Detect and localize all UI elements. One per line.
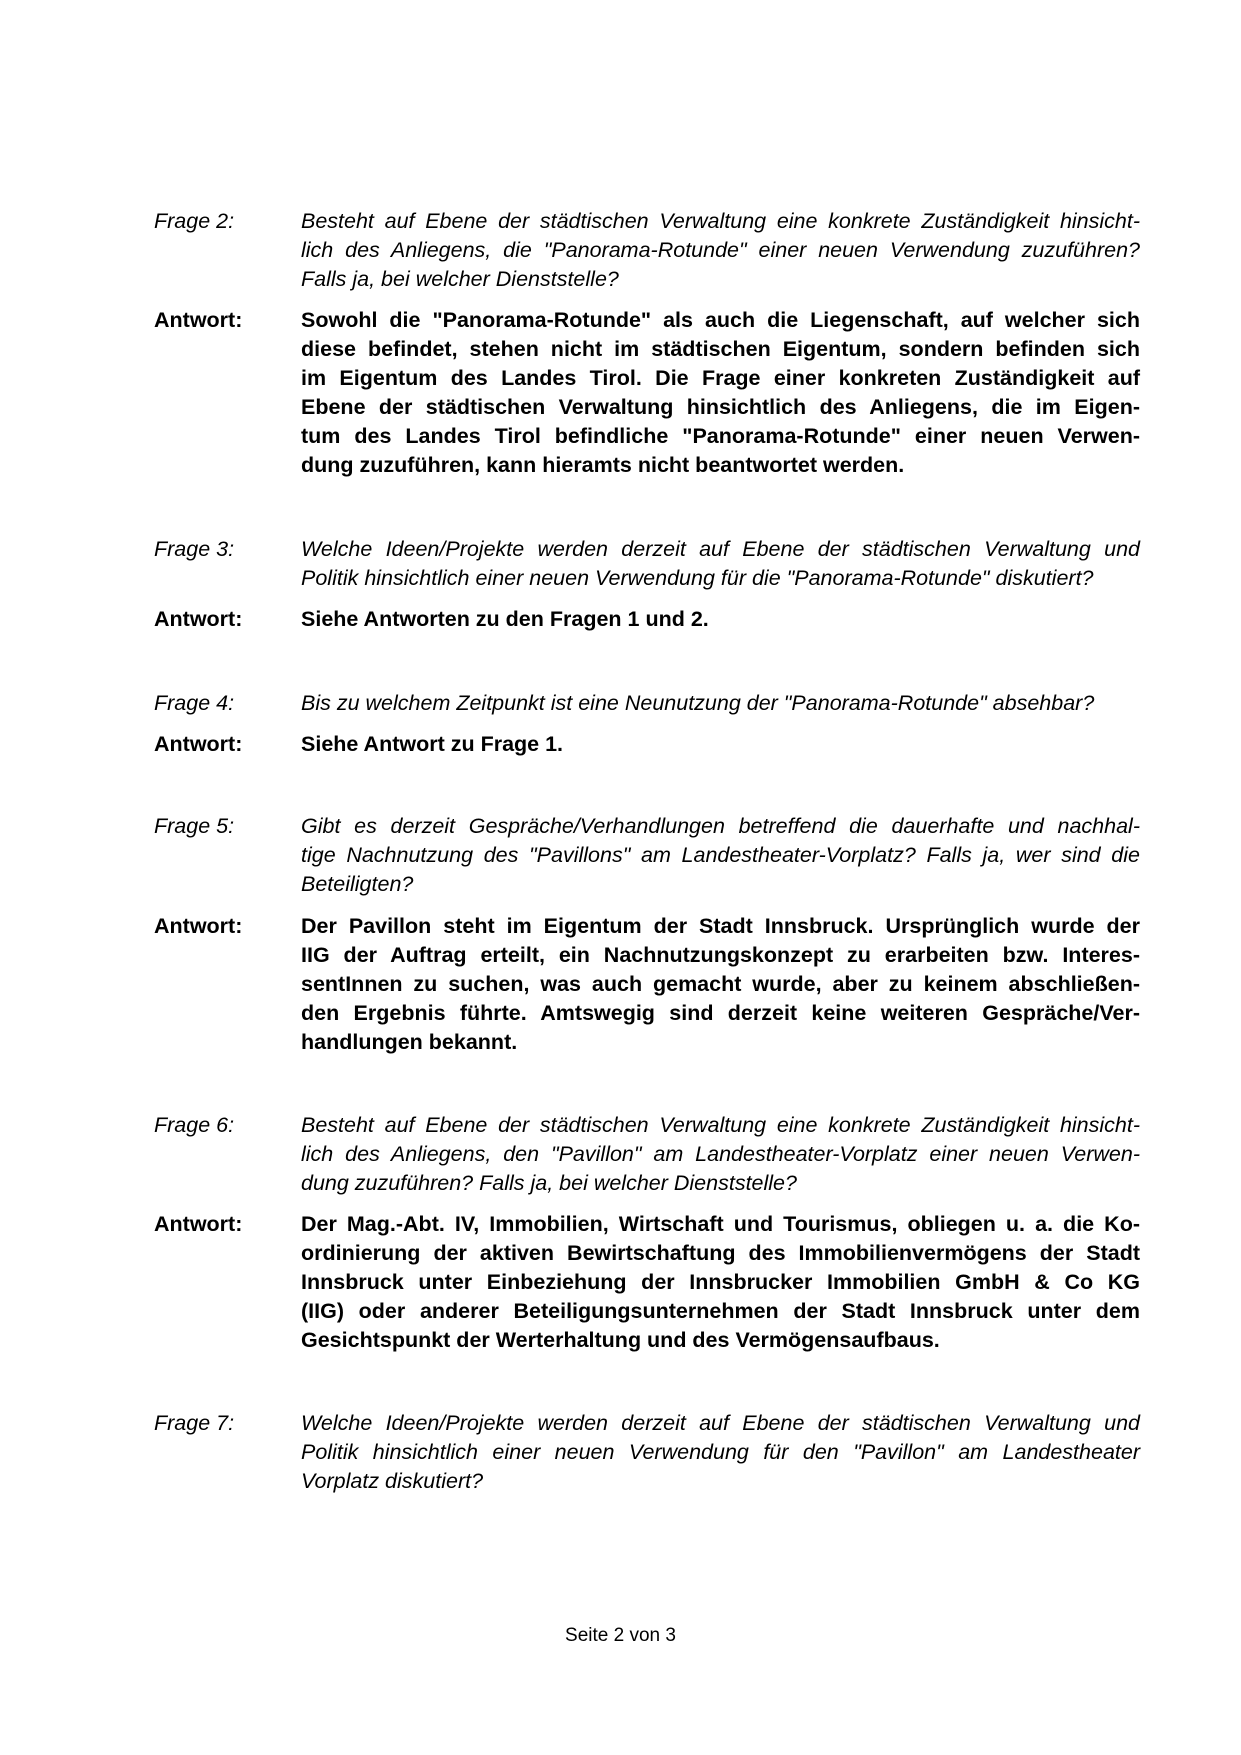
question-label: Frage 6:: [154, 1113, 235, 1137]
question-label: Frage 3:: [154, 537, 235, 561]
question-label: Frage 7:: [154, 1411, 235, 1435]
question-text: Welche Ideen/Projekte werden derzeit auf Ebene der städtischen Verwaltung und Politik hinsichtlich einer neuen Verwendung für den "Pavillon" am Landestheater Vorplatz diskutiert?: [301, 1411, 1140, 1493]
question-text: Gibt es derzeit Gespräche/Verhandlungen betreffend die dauerhafte und nachhal- tige Nachnutzung des "Pavillons" am Landestheater-Vorplatz? Falls ja, wer sind die Beteiligten?: [301, 814, 1140, 896]
answer-text: Siehe Antworten zu den Fragen 1 und 2.: [301, 607, 709, 631]
question-text: Besteht auf Ebene der städtischen Verwaltung eine konkrete Zuständigkeit hinsicht- lich des Anliegens, die "Panorama-Rotunde" einer neuen Verwendung zuzuführen? Falls ja, bei welcher Dienststelle?: [301, 209, 1140, 291]
question-label: Frage 2:: [154, 209, 235, 233]
question-7: [154, 1409, 1140, 1496]
page-number: Seite 2 von 3: [565, 1625, 676, 1646]
question-text: Welche Ideen/Projekte werden derzeit auf Ebene der städtischen Verwaltung und Politik hinsichtlich einer neuen Verwendung für die "Panorama-Rotunde" diskutiert?: [301, 537, 1140, 590]
answer-text: Siehe Antwort zu Frage 1.: [301, 732, 564, 756]
answer-label: Antwort:: [154, 732, 243, 756]
question-5: [154, 812, 1140, 899]
answer-label: Antwort:: [154, 607, 243, 631]
question-3: [154, 535, 1140, 593]
question-label: Frage 4:: [154, 691, 235, 715]
question-text: Besteht auf Ebene der städtischen Verwaltung eine konkrete Zuständigkeit hinsicht- lich des Anliegens, den "Pavillon" am Landestheater-Vorplatz einer neuen Verwen- dung zuzuführen? Falls ja, bei welcher Dienststelle?: [301, 1113, 1140, 1195]
answer-text: Sowohl die "Panorama-Rotunde" als auch die Liegenschaft, auf welcher sich diese befindet, stehen nicht im städtischen Eigentum, sondern befinden sich im Eigentum des Landes Tirol. Die Frage einer konkreten Zuständigkeit auf Ebene der städtischen Verwaltung hinsichtlich des Anliegens, die im Eigen- tum des Landes Tirol befindliche "Panorama-Rotunde" einer neuen Verwen- dung zuzuführen, kann hieramts nicht beantwortet werden.: [301, 308, 1140, 477]
answer-text: Der Mag.-Abt. IV, Immobilien, Wirtschaft und Tourismus, obliegen u. a. die Ko- ordinierung der aktiven Bewirtschaftung des Immobilienvermögens der Stadt Innsbruck unter Einbeziehung der Innsbrucker Immobilien GmbH & Co KG (IIG) oder anderer Beteiligungsunternehmen der Stadt Innsbruck unter dem Gesichtspunkt der Werterhaltung und des Vermögensaufbaus.: [301, 1212, 1140, 1352]
answer-3: [154, 605, 1140, 634]
question-6: [154, 1111, 1140, 1198]
answer-label: Antwort:: [154, 308, 243, 332]
answer-label: Antwort:: [154, 914, 243, 938]
answer-label: Antwort:: [154, 1212, 243, 1236]
answer-2: [154, 306, 1140, 480]
question-label: Frage 5:: [154, 814, 235, 838]
answer-text: Der Pavillon steht im Eigentum der Stadt Innsbruck. Ursprünglich wurde der IIG der Auftrag erteilt, ein Nachnutzungskonzept zu erarbeiten bzw. Interes- sentInnen zu suchen, was auch gemacht wurde, aber zu keinem abschließen- den Ergebnis führte. Amtswegig sind derzeit keine weiteren Gespräche/Ver- handlungen bekannt.: [301, 914, 1140, 1054]
answer-6: [154, 1210, 1140, 1355]
question-4: [154, 689, 1140, 718]
question-2: [154, 207, 1140, 294]
question-text: Bis zu welchem Zeitpunkt ist eine Neunutzung der "Panorama-Rotunde" absehbar?: [301, 691, 1095, 715]
answer-4: [154, 730, 1140, 759]
answer-5: [154, 912, 1140, 1057]
